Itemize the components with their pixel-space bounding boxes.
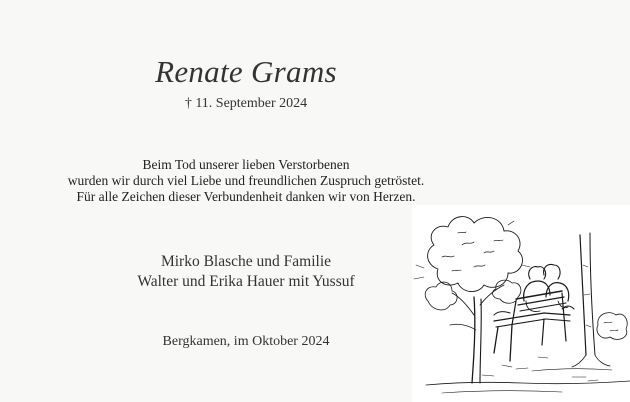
death-date: † 11. September 2024 (184, 96, 308, 111)
deceased-name: Renate Grams (155, 54, 337, 89)
park-bench-sketch-icon (412, 205, 630, 402)
thanks-line: Beim Tod unserer lieben Verstorbenen (142, 157, 350, 172)
signer-line: Walter und Erika Hauer mit Yussuf (137, 273, 355, 290)
thanks-text (0, 157, 492, 205)
signer-line: Mirko Blasche und Familie (160, 253, 332, 270)
place-and-date: Bergkamen, im Oktober 2024 (162, 334, 330, 349)
thanks-line: Für alle Zeichen dieser Verbundenheit danken wir von Herzen. (76, 189, 416, 204)
thanks-line: wurden wir durch viel Liebe und freundlichen Zuspruch getröstet. (67, 173, 425, 188)
